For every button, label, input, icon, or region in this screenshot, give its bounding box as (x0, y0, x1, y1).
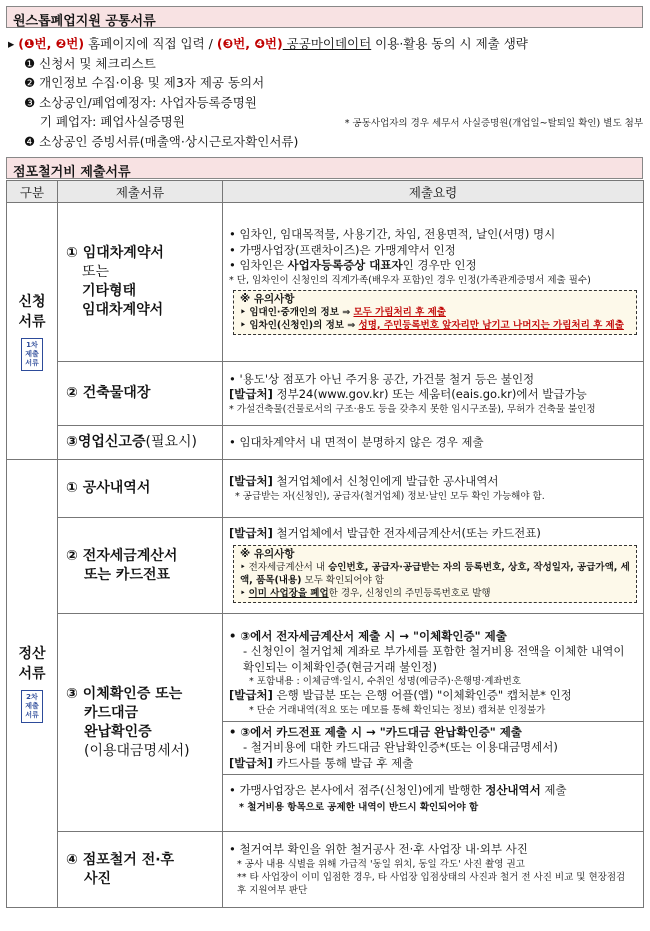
doc-building: ② 건축물대장 (58, 362, 223, 426)
common-docs-header: 원스톱폐업지원 공통서류 (6, 6, 643, 28)
col-header-category: 구분 (7, 181, 58, 203)
doc-photo: ④ 점포철거 전·후 사진 (58, 832, 223, 908)
common-item-3: ❸ 소상공인/폐업예정자: 사업자등록증명원 (24, 94, 257, 110)
lease-caution-box: ※ 유의사항 ‣ 임대인·중개인의 정보 ⇒ 모두 가림처리 후 제출 ‣ 임차인(신청인)의 정보 ⇒ 성명, 주민등록번호 앞자리만 남기고 나머지는 가림처리 후 제출 (233, 290, 637, 335)
table-row (7, 518, 644, 614)
req-lease: • 임차인, 임대목적물, 사용기간, 차임, 전용면적, 날인(서명) 명시 • 가맹사업장(프랜차이즈)은 가맹계약서 인정 • 임차인은 사업자등록증상 대표자인 경우만 인정 * 단, 임차인이 신청인의 직계가족(배우자 포함)인 경우 인정(가족관계증명서 제출 필수) ※ 유의사항 ‣ 임대인·중개인의 정보 ⇒ 모두 가림처리 후 제출 ‣ 임차인(신청인)의 정보 ⇒ 성명, 주민등록번호 앞자리만 남기고 나머지는 가림처리 후 제출 (223, 203, 644, 362)
demolition-docs-table (6, 180, 644, 908)
table-row (7, 832, 644, 908)
req-business-permit: • 임대차계약서 내 면적이 분명하지 않은 경우 제출 (223, 426, 644, 460)
common-intro: ▸ (❶번, ❷번) 홈페이지에 직접 입력 / (❸번, ❹번) 공공마이데이터 이용·활용 동의 시 제출 생략 (8, 36, 528, 51)
stage2-badge: 2차 제출 서류 (21, 690, 43, 723)
doc-lease: ① 임대차계약서 또는 기타형태 임대차계약서 (58, 203, 223, 362)
req-transfer: • ③에서 전자세금계산서 제출 시 → "이체확인증" 제출 - 신청인이 철거업체 계좌로 부가세를 포함한 철거비용 전액을 이체한 내역이 확인되는 이체확인증(현금거래 불인정) * 포함내용 : 이체금액·일시, 수취인 성명(예금주)·은행명·계좌번호 [발급처] 은행 발급분 또는 은행 어플(앱) "이체확인증" 캡처분* 인정 * 단순 거래내역(적요 또는 메모를 통해 확인되는 정보) 캡쳐분 인정불가 • ③에서 카드전표 제출 시 → "카드대금 완납확인증" 제출 - 철거비용에 대한 카드대금 완납확인증*(또는 이용대금명세서) [발급처] 카드사를 통해 발급 후 제출 • 가맹사업장은 본사에서 점주(신청인)에게 발행한 정산내역서 제출 * 철거비용 항목으로 공제한 내역이 반드시 확인되어야 함 (223, 614, 644, 832)
doc-transfer: ③ 이체확인증 또는 카드대금 완납확인증 (이용대금명세서) (58, 614, 223, 832)
doc-invoice: ② 전자세금계산서 또는 카드전표 (58, 518, 223, 614)
group-application: 신청 서류 1차 제출 서류 (7, 203, 58, 460)
table-row (7, 203, 644, 362)
common-item-2: ❷ 개인정보 수집·이용 및 제3자 제공 동의서 (24, 75, 265, 90)
invoice-caution-box: ※ 유의사항 ‣ 전자세금계산서 내 승인번호, 공급자·공급받는 자의 등록번호, 상호, 작성일자, 공급가액, 세액, 품목(내용) 모두 확인되어야 함 ‣ 이미 사업장을 폐업한 경우, 신청인의 주민등록번호로 발행 (233, 545, 637, 603)
stage1-badge: 1차 제출 서류 (21, 338, 43, 371)
table-row (7, 614, 644, 832)
common-item-1: ❶ 신청서 및 체크리스트 (24, 55, 156, 71)
group-settlement: 정산 서류 2차 제출 서류 (7, 460, 58, 908)
doc-business-permit: ③영업신고증(필요시) (58, 426, 223, 460)
common-item-3b: 기 폐업자: 폐업사실증명원 * 공동사업자의 경우 세무서 사실증명원(개업일~탈퇴일 확인) 별도 첨부 (24, 112, 643, 132)
col-header-documents: 제출서류 (58, 181, 223, 203)
common-item-4: ❹ 소상공인 증빙서류(매출액·상시근로자확인서류) (24, 133, 299, 149)
table-row (7, 426, 644, 460)
table-row (7, 460, 644, 518)
common-item-3-note: * 공동사업자의 경우 세무서 사실증명원(개업일~탈퇴일 확인) 별도 첨부 (344, 118, 643, 129)
req-invoice: [발급처] 철거업체에서 발급한 전자세금계산서(또는 카드전표) ※ 유의사항 ‣ 전자세금계산서 내 승인번호, 공급자·공급받는 자의 등록번호, 상호, 작성일자, 공급가액, 세액, 품목(내용) 모두 확인되어야 함 ‣ 이미 사업장을 폐업한 경우, 신청인의 주민등록번호로 발행 (223, 518, 644, 614)
req-photo: • 철거여부 확인을 위한 철거공사 전·후 사업장 내·외부 사진 * 공사 내용 식별을 위해 가급적 '동일 위치, 동일 각도' 사진 촬영 권고 ** 타 사업장이 이미 입점한 경우, 타 사업장 입점상태의 사진과 철거 전 사진 비교 및 현장점검 후 지원여부 판단 (223, 832, 644, 908)
demolition-docs-header: 점포철거비 제출서류 (6, 157, 643, 179)
doc-construction: ① 공사내역서 (58, 460, 223, 518)
table-header-row (7, 181, 644, 203)
common-docs-body (8, 34, 643, 151)
col-header-guidelines: 제출요령 (223, 181, 644, 203)
table-row (7, 362, 644, 426)
req-construction: [발급처] 철거업체에서 신청인에게 발급한 공사내역서 * 공급받는 자(신청인), 공급자(철거업체) 정보·날인 모두 확인 가능해야 함. (223, 460, 644, 518)
req-building: • '용도'상 점포가 아닌 주거용 공간, 가건물 철거 등은 불인정 [발급처] 정부24(www.gov.kr) 또는 세움터(eais.go.kr)에서 발급가능 * 가설건축물(건물로서의 구조·용도 등을 갖추지 못한 임시구조물), 무허가 건축물 불인정 (223, 362, 644, 426)
